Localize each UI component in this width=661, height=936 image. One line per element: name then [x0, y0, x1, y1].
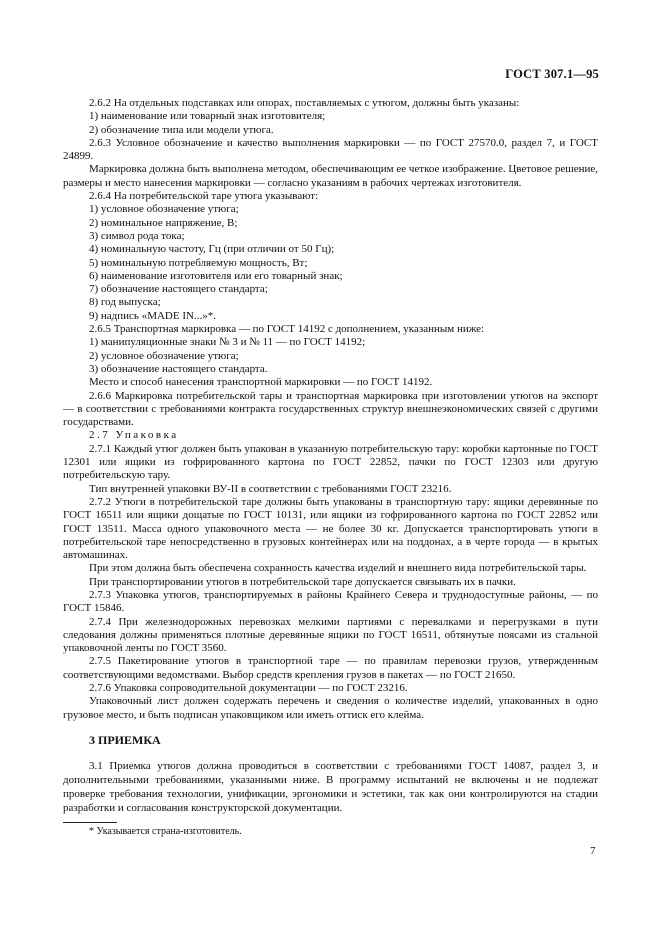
- paragraph: 2.7.2 Утюги в потребительской таре должны быть упакованы в транспортную тару: ящики деревянные по ГОСТ 16511 или ящики дощатые по ГОСТ 10131, или ящики из гофрированного картона по ГОСТ 22852 или ГОСТ 13511. Масса одного упаковочного места — не более 30 кг. Допускается транспортировать утюги в потребительской таре непосредственно в грузовых контейнерах или на поддонах, а в черте города — в крытых автомашинах.: [63, 495, 598, 562]
- document-body: [63, 97, 598, 815]
- list-item: 2) обозначение типа или модели утюга.: [89, 123, 274, 136]
- paragraph: При транспортировании утюгов в потребительской таре допускается связывать их в пачки.: [89, 575, 516, 588]
- list-item: 8) год выпуска;: [89, 296, 161, 309]
- list-item: 1) наименование или товарный знак изготовителя;: [89, 110, 326, 123]
- list-item: 4) номинальную частоту, Гц (при отличии от 50 Гц);: [89, 243, 335, 256]
- list-item: 1) условное обозначение утюга;: [89, 203, 239, 216]
- list-item: 5) номинальную потребляемую мощность, Вт;: [89, 256, 308, 269]
- paragraph: Упаковочный лист должен содержать перечень и сведения о количестве изделий, упакованных в одно грузовое место, и быть подписан упаковщиком или иметь оттиск его клейма.: [63, 695, 598, 721]
- section-title: 3 ПРИЕМКА: [89, 732, 161, 747]
- list-item: 1) манипуляционные знаки № 3 и № 11 — по ГОСТ 14192;: [89, 336, 366, 349]
- paragraph: 2.7.3 Упаковка утюгов, транспортируемых в районы Крайнего Севера и труднодоступные районы, — по ГОСТ 15846.: [63, 588, 598, 615]
- paragraph: 3.1 Приемка утюгов должна проводиться в соответствии с требованиями ГОСТ 14087, раздел 3, и дополнительными требованиями, указанными ниже. В программу испытаний не включены и не подлежат проверке требования технологии, унификации, эргономики и эстетики, так как они контролируются на стадии разработки и согласования конструкторской документации.: [63, 760, 598, 815]
- list-item: 7) обозначение настоящего стандарта;: [89, 283, 268, 296]
- document-code-header: ГОСТ 307.1—95: [505, 67, 599, 81]
- paragraph: Место и способ нанесения транспортной маркировки — по ГОСТ 14192.: [89, 376, 433, 389]
- list-item: 6) наименование изготовителя или его товарный знак;: [89, 269, 343, 282]
- list-item: 9) надпись «MADE IN...»*.: [89, 309, 216, 322]
- paragraph: 2.6.5 Транспортная маркировка — по ГОСТ 14192 с дополнением, указанным ниже:: [89, 323, 485, 336]
- paragraph: Тип внутренней упаковки ВУ-II в соответствии с требованиями ГОСТ 23216.: [89, 482, 452, 495]
- paragraph: При этом должна быть обеспечена сохранность качества изделий и внешнего вида потребительской тары.: [89, 562, 587, 575]
- footnote-divider: [63, 822, 117, 823]
- paragraph: 2.6.6 Маркировка потребительской тары и транспортная маркировка при изготовлении утюгов на экспорт — в соответствии с требованиями контракта государственных структур внешнеэкономических связей с другими государствами.: [63, 389, 598, 429]
- subsection-heading: 2.7 Упаковка: [89, 429, 179, 442]
- list-item: 2) условное обозначение утюга;: [89, 349, 239, 362]
- footnote: * Указывается страна-изготовитель.: [89, 826, 242, 837]
- paragraph: 2.6.3 Условное обозначение и качество выполнения маркировки — по ГОСТ 27570.0, раздел 7, и ГОСТ 24899.: [63, 136, 598, 163]
- list-item: 3) символ рода тока;: [89, 229, 185, 242]
- paragraph: 2.7.4 При железнодорожных перевозках мелкими партиями с перевалками и перегрузками в пути следования должны применяться плотные деревянные ящики по ГОСТ 16511, обтянутые поясами из стальной упаковочной ленты по ГОСТ 3560.: [63, 615, 598, 655]
- list-item: 3) обозначение настоящего стандарта.: [89, 362, 268, 375]
- paragraph: 2.7.1 Каждый утюг должен быть упакован в указанную потребительскую тару: коробки картонные по ГОСТ 12301 или ящики из гофрированного картона по ГОСТ 22852, пачки по ГОСТ 12303 или другую потребительскую тару.: [63, 442, 598, 482]
- page-number: 7: [590, 845, 596, 857]
- paragraph: 2.7.6 Упаковка сопроводительной документации — по ГОСТ 23216.: [89, 682, 408, 695]
- paragraph: 2.6.4 На потребительской таре утюга указывают:: [89, 190, 319, 203]
- list-item: 2) номинальное напряжение, В;: [89, 216, 238, 229]
- paragraph: Маркировка должна быть выполнена методом, обеспечивающим ее четкое изображение. Цветовое решение, размеры и место нанесения маркировки — согласно указаниям в рабочих чертежах изготовителя.: [63, 163, 598, 189]
- paragraph: 2.6.2 На отдельных подставках или опорах, поставляемых с утюгом, должны быть указаны:: [89, 97, 520, 109]
- paragraph: 2.7.5 Пакетирование утюгов в транспортной таре — по правилам перевозки грузов, утвержденным соответствующими ведомствами. Выбор средств крепления грузов в пакетах — по ГОСТ 21650.: [63, 655, 598, 681]
